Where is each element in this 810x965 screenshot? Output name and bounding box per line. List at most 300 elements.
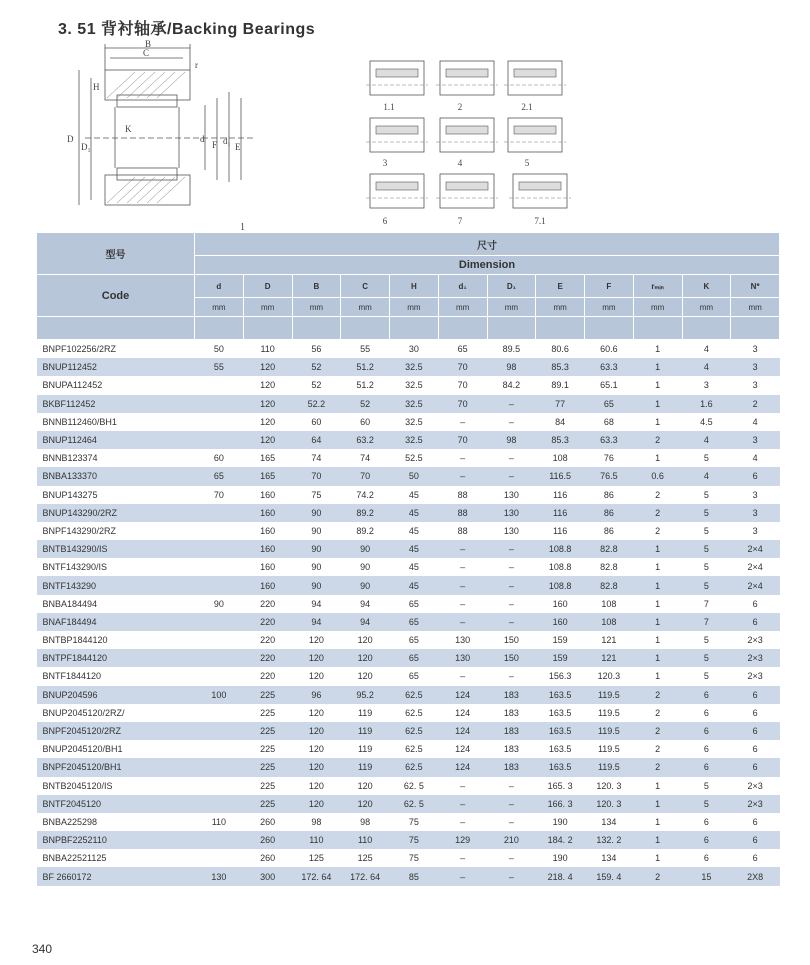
dimension-cell-H: 32.5 (390, 431, 439, 449)
dimension-cell-K: 6 (682, 813, 731, 831)
dim-H-label: H (93, 82, 100, 92)
dimension-cell-d (195, 431, 244, 449)
dimension-cell-r: 2 (633, 740, 682, 758)
variant-label-2-1: 2.1 (521, 102, 533, 112)
dimension-header: Dimension (195, 256, 780, 275)
dimension-cell-B: 52 (292, 376, 341, 394)
dimension-cell-d1: 88 (438, 486, 487, 504)
dimension-cell-r: 2 (633, 686, 682, 704)
dim-E-label: E (235, 142, 241, 152)
dimension-cell-F: 68 (585, 413, 634, 431)
dimension-cell-d1: – (438, 558, 487, 576)
dimension-cell-E: 163.5 (536, 686, 585, 704)
dimension-cell-C: 119 (341, 704, 390, 722)
table-row (37, 340, 780, 359)
dimension-cell-N: 6 (731, 595, 780, 613)
table-row (37, 740, 780, 758)
table-row (37, 395, 780, 413)
bearing-code-cell: BNTPF1844120 (37, 649, 195, 667)
dimension-cell-r: 1 (633, 795, 682, 813)
dimension-cell-D: 220 (243, 649, 292, 667)
dimension-cell-d1: – (438, 867, 487, 885)
dimension-cell-D: 225 (243, 686, 292, 704)
dim-r-label: r (195, 60, 198, 70)
dimension-cell-d1: – (438, 467, 487, 485)
dimension-cell-F: 119.5 (585, 758, 634, 776)
variant-drawing-6 (362, 168, 432, 214)
variant-drawing-3 (362, 112, 432, 158)
dimension-cell-r: 1 (633, 649, 682, 667)
dimension-cell-K: 5 (682, 795, 731, 813)
unit-label: mm (536, 298, 585, 317)
dimension-cell-E: 116 (536, 486, 585, 504)
dimension-cell-D: 260 (243, 831, 292, 849)
dimension-cell-B: 125 (292, 849, 341, 867)
table-row (37, 522, 780, 540)
dimension-cell-D: 160 (243, 576, 292, 594)
dimension-cell-C: 120 (341, 795, 390, 813)
dimension-cell-D: 160 (243, 504, 292, 522)
bearing-code-cell: BNBA225298 (37, 813, 195, 831)
dimension-cell-C: 94 (341, 613, 390, 631)
table-row (37, 813, 780, 831)
dimension-cell-N: 2×4 (731, 540, 780, 558)
dimension-cell-r: 2 (633, 704, 682, 722)
header-spacer (585, 317, 634, 340)
dimension-cell-E: 163.5 (536, 722, 585, 740)
dim-B-label: B (145, 40, 152, 49)
dimension-cell-N: 2×4 (731, 558, 780, 576)
dimension-cell-r: 1 (633, 777, 682, 795)
dimension-cell-C: 70 (341, 467, 390, 485)
dimension-cell-C: 119 (341, 758, 390, 776)
unit-label: mm (438, 298, 487, 317)
header-spacer (487, 317, 536, 340)
dimension-cell-E: 116 (536, 504, 585, 522)
table-row (37, 795, 780, 813)
dimension-cell-C: 120 (341, 777, 390, 795)
dimension-cell-F: 63.3 (585, 358, 634, 376)
dimension-cell-C: 119 (341, 740, 390, 758)
table-body (37, 340, 780, 886)
table-row (37, 867, 780, 885)
dimension-cell-F: 76 (585, 449, 634, 467)
dimension-cell-D: 300 (243, 867, 292, 885)
dimension-cell-D1: 130 (487, 486, 536, 504)
dimension-cell-C: 125 (341, 849, 390, 867)
dimension-cell-C: 90 (341, 540, 390, 558)
col-header-D: D (243, 275, 292, 298)
dimension-cell-C: 74 (341, 449, 390, 467)
dimension-cell-N: 6 (731, 704, 780, 722)
dimension-cell-B: 120 (292, 704, 341, 722)
dimension-cell-d: 50 (195, 340, 244, 359)
dimension-cell-D1: 89.5 (487, 340, 536, 359)
bearing-dimension-table (36, 232, 780, 886)
table-row (37, 667, 780, 685)
dimension-cell-E: 85.3 (536, 431, 585, 449)
dimension-cell-D1: – (487, 613, 536, 631)
dim-d1-label: d₁ (223, 136, 231, 146)
bearing-code-cell: BKBF112452 (37, 395, 195, 413)
unit-label: mm (195, 298, 244, 317)
dimension-cell-K: 6 (682, 722, 731, 740)
variant-label-4: 4 (457, 158, 463, 168)
dimension-cell-K: 5 (682, 558, 731, 576)
col-header-rmin: rₘᵢₙ (633, 275, 682, 298)
dimension-cell-H: 50 (390, 467, 439, 485)
dimension-cell-N: 2×3 (731, 795, 780, 813)
dimension-cell-C: 63.2 (341, 431, 390, 449)
dimension-cell-D: 225 (243, 758, 292, 776)
dimension-cell-r: 1 (633, 413, 682, 431)
unit-label: mm (731, 298, 780, 317)
variant-drawing-7 (432, 168, 502, 214)
dimension-cell-K: 4.5 (682, 413, 731, 431)
dimension-cell-D1: – (487, 558, 536, 576)
dimension-cell-D: 120 (243, 431, 292, 449)
dimension-cell-N: 3 (731, 486, 780, 504)
dimension-cell-F: 60.6 (585, 340, 634, 359)
dimension-cell-E: 218. 4 (536, 867, 585, 885)
dimension-cell-H: 62.5 (390, 722, 439, 740)
dimension-cell-d1: – (438, 667, 487, 685)
bearing-code-cell: BNBA22521125 (37, 849, 195, 867)
dimension-cell-E: 108.8 (536, 576, 585, 594)
dimension-cell-H: 75 (390, 831, 439, 849)
dimension-cell-r: 1 (633, 613, 682, 631)
header-spacer (341, 317, 390, 340)
col-header-d: d (195, 275, 244, 298)
dimension-cell-D1: – (487, 413, 536, 431)
dimension-cell-r: 1 (633, 358, 682, 376)
dimension-cell-F: 134 (585, 849, 634, 867)
bearing-cross-section-drawing (55, 40, 265, 230)
dimension-cell-E: 159 (536, 631, 585, 649)
dimension-cell-D1: – (487, 576, 536, 594)
dimension-cell-D1: – (487, 795, 536, 813)
header-spacer (390, 317, 439, 340)
dimension-cell-E: 159 (536, 649, 585, 667)
dimension-cell-C: 98 (341, 813, 390, 831)
dimension-cell-N: 6 (731, 467, 780, 485)
dimension-cell-D: 260 (243, 849, 292, 867)
bearing-code-cell: BNUP204596 (37, 686, 195, 704)
table-row (37, 722, 780, 740)
dimension-cell-B: 52.2 (292, 395, 341, 413)
dimension-cell-r: 1 (633, 849, 682, 867)
dimension-cell-K: 5 (682, 449, 731, 467)
dimension-cell-D: 110 (243, 340, 292, 359)
dimension-cell-r: 0.6 (633, 467, 682, 485)
table-row (37, 413, 780, 431)
bearing-code-cell: BNUP2045120/2RZ/ (37, 704, 195, 722)
dimension-cell-N: 2 (731, 395, 780, 413)
table-row (37, 449, 780, 467)
dimension-cell-D: 120 (243, 376, 292, 394)
dimension-cell-D1: – (487, 667, 536, 685)
unit-label: mm (585, 298, 634, 317)
col-header-N: N* (731, 275, 780, 298)
dimension-cell-B: 56 (292, 340, 341, 359)
dimension-cell-N: 3 (731, 376, 780, 394)
bearing-code-cell: BNUPA112452 (37, 376, 195, 394)
dimension-cell-H: 32.5 (390, 413, 439, 431)
dimension-cell-E: 160 (536, 613, 585, 631)
bearing-code-cell: BNPF2045120/2RZ (37, 722, 195, 740)
variant-label-6: 6 (382, 216, 388, 226)
dimension-cell-d (195, 795, 244, 813)
table-row (37, 686, 780, 704)
dimension-cell-N: 6 (731, 686, 780, 704)
dimension-cell-d (195, 831, 244, 849)
dimension-cell-H: 75 (390, 813, 439, 831)
dimension-cell-E: 156.3 (536, 667, 585, 685)
dimension-cell-D1: – (487, 449, 536, 467)
dimension-cell-F: 82.8 (585, 540, 634, 558)
bearing-code-cell: BNNB112460/BH1 (37, 413, 195, 431)
table-row (37, 486, 780, 504)
dimension-cell-B: 120 (292, 777, 341, 795)
dimension-cell-N: 2×3 (731, 777, 780, 795)
unit-label: mm (341, 298, 390, 317)
dimension-cell-E: 116 (536, 522, 585, 540)
dimension-cell-C: 90 (341, 576, 390, 594)
dimension-cell-r: 1 (633, 595, 682, 613)
dimension-cell-F: 119.5 (585, 686, 634, 704)
dimension-cell-d (195, 376, 244, 394)
dimension-cell-d (195, 613, 244, 631)
dimension-cell-H: 45 (390, 576, 439, 594)
dimension-cell-H: 62.5 (390, 740, 439, 758)
dimension-cell-D: 160 (243, 486, 292, 504)
dimension-cell-N: 2×3 (731, 649, 780, 667)
dimension-cell-N: 6 (731, 613, 780, 631)
dimension-cell-d (195, 740, 244, 758)
dimension-cell-K: 5 (682, 522, 731, 540)
bearing-code-cell: BNUP112452 (37, 358, 195, 376)
dimension-cell-B: 90 (292, 504, 341, 522)
dimension-cell-C: 60 (341, 413, 390, 431)
dimension-cell-H: 45 (390, 522, 439, 540)
dimension-cell-B: 90 (292, 576, 341, 594)
dimension-cell-K: 5 (682, 504, 731, 522)
dimension-cell-E: 84 (536, 413, 585, 431)
dimension-cell-d1: – (438, 813, 487, 831)
dimension-cell-H: 85 (390, 867, 439, 885)
dimension-cell-C: 89.2 (341, 504, 390, 522)
col-header-B: B (292, 275, 341, 298)
dim-F-label: F (212, 140, 218, 150)
dimension-cell-r: 1 (633, 540, 682, 558)
dimension-cell-D: 160 (243, 558, 292, 576)
dimension-cell-H: 45 (390, 540, 439, 558)
dimension-cell-d1: 130 (438, 649, 487, 667)
dimension-cell-B: 94 (292, 595, 341, 613)
dimension-cell-d: 60 (195, 449, 244, 467)
dimension-cell-D1: 84.2 (487, 376, 536, 394)
dimension-cell-D1: – (487, 813, 536, 831)
variant-label-1-1: 1.1 (383, 102, 395, 112)
dimension-cell-C: 89.2 (341, 522, 390, 540)
dim-K-label: K (125, 124, 132, 134)
unit-label: mm (633, 298, 682, 317)
dimension-cell-d1: 129 (438, 831, 487, 849)
dimension-cell-B: 94 (292, 613, 341, 631)
dimension-cell-N: 2X8 (731, 867, 780, 885)
dimension-cell-D1: 183 (487, 722, 536, 740)
dimension-cell-C: 110 (341, 831, 390, 849)
dimension-cell-d (195, 504, 244, 522)
dimension-cell-F: 86 (585, 504, 634, 522)
dimension-cell-F: 121 (585, 649, 634, 667)
dimension-cell-E: 190 (536, 849, 585, 867)
dimension-cell-D: 225 (243, 722, 292, 740)
dim-d-label: d (200, 134, 205, 144)
dimension-cell-C: 120 (341, 649, 390, 667)
dimension-cell-N: 6 (731, 849, 780, 867)
dimension-cell-N: 4 (731, 449, 780, 467)
unit-label: mm (487, 298, 536, 317)
col-header-F: F (585, 275, 634, 298)
dimension-cell-D: 225 (243, 704, 292, 722)
dimension-cell-d1: 130 (438, 631, 487, 649)
dimension-cell-F: 108 (585, 613, 634, 631)
dimension-cell-K: 5 (682, 576, 731, 594)
dimension-cell-F: 121 (585, 631, 634, 649)
dimension-cell-K: 6 (682, 740, 731, 758)
header-spacer (536, 317, 585, 340)
dimension-cell-d1: – (438, 795, 487, 813)
dimension-cell-H: 65 (390, 649, 439, 667)
dimension-cell-B: 75 (292, 486, 341, 504)
dimension-cell-H: 52.5 (390, 449, 439, 467)
bearing-code-cell: BNAF184494 (37, 613, 195, 631)
dimension-cell-d (195, 576, 244, 594)
dimension-cell-N: 3 (731, 504, 780, 522)
dimension-cell-D: 120 (243, 395, 292, 413)
dimension-cell-B: 120 (292, 667, 341, 685)
dimension-cell-E: 165. 3 (536, 777, 585, 795)
bearing-code-cell: BNTF2045120 (37, 795, 195, 813)
model-cn-header: 型号 (37, 233, 195, 275)
dimension-cell-d (195, 722, 244, 740)
dimension-cell-F: 63.3 (585, 431, 634, 449)
dimension-cell-D1: 130 (487, 522, 536, 540)
col-header-K: K (682, 275, 731, 298)
dimension-cell-C: 119 (341, 722, 390, 740)
dimension-cell-H: 32.5 (390, 376, 439, 394)
dimension-cell-B: 90 (292, 558, 341, 576)
dimension-cell-D: 220 (243, 613, 292, 631)
dimension-cell-C: 172. 64 (341, 867, 390, 885)
dimension-cell-D1: 183 (487, 758, 536, 776)
variant-drawing-2-1 (500, 55, 570, 101)
table-row (37, 777, 780, 795)
dimension-cell-K: 5 (682, 540, 731, 558)
bearing-code-cell: BNUP2045120/BH1 (37, 740, 195, 758)
header-spacer (438, 317, 487, 340)
main-figure-label: 1 (240, 222, 245, 233)
unit-label: mm (243, 298, 292, 317)
dimension-cell-d1: – (438, 576, 487, 594)
table-row (37, 613, 780, 631)
dimension-cell-N: 2×4 (731, 576, 780, 594)
dimension-cell-E: 89.1 (536, 376, 585, 394)
dimension-cell-r: 2 (633, 867, 682, 885)
dimension-cell-r: 1 (633, 395, 682, 413)
dimension-cell-D: 120 (243, 358, 292, 376)
variant-label-5: 5 (524, 158, 530, 168)
dimension-cell-d1: – (438, 613, 487, 631)
col-header-C: C (341, 275, 390, 298)
col-header-E: E (536, 275, 585, 298)
dimension-cell-d1: 124 (438, 686, 487, 704)
dimension-cell-E: 85.3 (536, 358, 585, 376)
dimension-cell-B: 120 (292, 649, 341, 667)
dimension-cell-C: 120 (341, 631, 390, 649)
dimension-cell-r: 2 (633, 522, 682, 540)
variant-drawing-5 (500, 112, 570, 158)
dimension-cell-H: 45 (390, 504, 439, 522)
dimension-cell-B: 90 (292, 540, 341, 558)
dimension-cell-D: 225 (243, 740, 292, 758)
dimension-cell-F: 82.8 (585, 558, 634, 576)
dimension-cell-d (195, 849, 244, 867)
dimension-cell-H: 62.5 (390, 686, 439, 704)
table-row (37, 358, 780, 376)
dimension-cell-H: 45 (390, 558, 439, 576)
dimension-cell-D: 160 (243, 540, 292, 558)
variant-drawing-1-1 (362, 55, 432, 101)
dimension-cell-D: 120 (243, 413, 292, 431)
dimension-cell-F: 82.8 (585, 576, 634, 594)
dimension-cell-E: 108.8 (536, 558, 585, 576)
dimension-cell-d1: 124 (438, 704, 487, 722)
table-row (37, 540, 780, 558)
header-spacer (195, 317, 244, 340)
dimension-cell-H: 62.5 (390, 704, 439, 722)
bearing-code-cell: BNTB143290/IS (37, 540, 195, 558)
bearing-code-cell: BNTF143290 (37, 576, 195, 594)
dimension-cell-N: 3 (731, 340, 780, 359)
dimension-cell-C: 74.2 (341, 486, 390, 504)
bearing-code-cell: BNUP112464 (37, 431, 195, 449)
dimension-cell-H: 65 (390, 667, 439, 685)
dimension-cell-C: 51.2 (341, 376, 390, 394)
dimension-cell-B: 98 (292, 813, 341, 831)
dimension-cell-C: 95.2 (341, 686, 390, 704)
dimension-cell-r: 1 (633, 376, 682, 394)
dimension-cell-d1: 70 (438, 376, 487, 394)
dimension-cell-d (195, 540, 244, 558)
dimension-cell-d1: – (438, 413, 487, 431)
dimension-cell-D1: 183 (487, 686, 536, 704)
dimension-cell-r: 1 (633, 576, 682, 594)
dimension-cell-E: 163.5 (536, 704, 585, 722)
table-row (37, 831, 780, 849)
dimension-cell-D1: – (487, 595, 536, 613)
dimension-cell-K: 5 (682, 667, 731, 685)
header-spacer (633, 317, 682, 340)
dimension-cell-D1: – (487, 777, 536, 795)
dimension-cell-r: 1 (633, 340, 682, 359)
dimension-cell-d1: 88 (438, 522, 487, 540)
dimension-cell-D: 165 (243, 467, 292, 485)
unit-label: mm (292, 298, 341, 317)
dimension-cell-D1: 210 (487, 831, 536, 849)
dimension-cell-d: 130 (195, 867, 244, 885)
